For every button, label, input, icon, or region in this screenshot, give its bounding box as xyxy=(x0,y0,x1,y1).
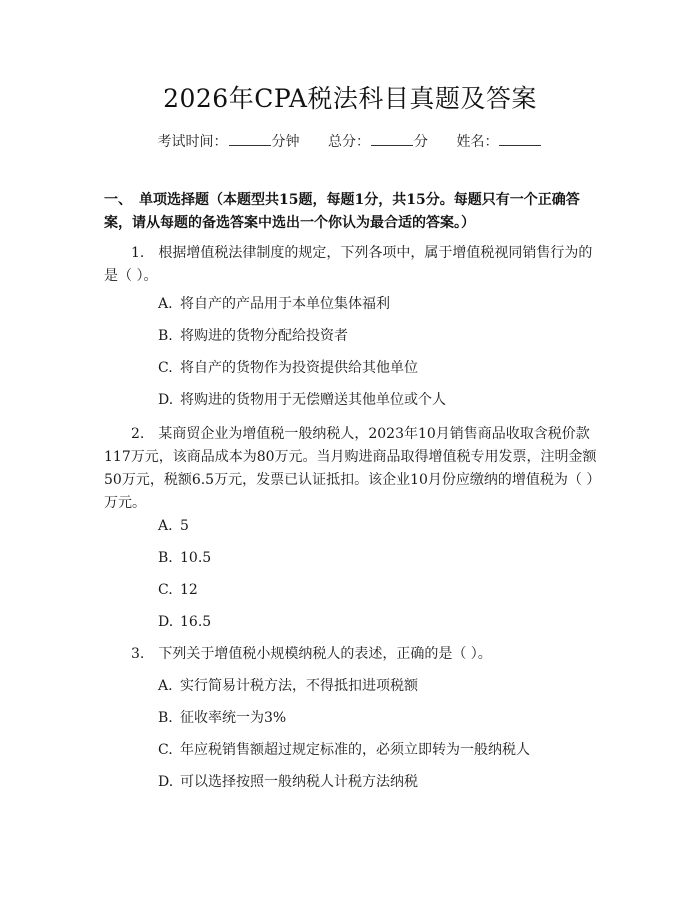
question-3-option-d xyxy=(158,772,598,792)
question-text: 下列关于增值税小规模纳税人的表述，正确的是（ ）。 xyxy=(158,646,492,662)
question-2-option-a xyxy=(158,516,598,536)
option-text: 5 xyxy=(180,518,189,534)
option-text: 征收率统一为3% xyxy=(180,710,287,726)
option-text: 实行简易计税方法，不得抵扣进项税额 xyxy=(180,678,418,694)
name-field xyxy=(456,134,542,150)
option-text: 将自产的货物作为投资提供给其他单位 xyxy=(180,360,418,376)
question-2-option-d xyxy=(158,612,598,632)
question-3-option-b xyxy=(158,708,598,728)
option-text: 将购进的货物用于无偿赠送其他单位或个人 xyxy=(180,392,446,408)
exam-time-blank xyxy=(229,131,271,146)
question-1 xyxy=(104,242,602,288)
option-letter: A. xyxy=(158,296,173,312)
question-number: 2. xyxy=(131,426,145,442)
exam-time-field xyxy=(158,134,304,150)
question-1-option-c xyxy=(158,358,598,378)
option-text: 12 xyxy=(180,582,198,598)
question-1-option-a xyxy=(158,294,598,314)
section-heading: 一、 单项选择题（本题型共15题，每题1分，共15分。每题只有一个正确答案，请从每题的备选答案中选出一个你认为最合适的答案。） xyxy=(104,192,580,231)
question-3-option-a xyxy=(158,676,598,696)
total-score-label: 总分： xyxy=(328,134,370,150)
question-3-option-c xyxy=(158,740,598,760)
question-2-option-c xyxy=(158,580,598,600)
option-text: 将自产的产品用于本单位集体福利 xyxy=(180,296,390,312)
question-text: 根据增值税法律制度的规定，下列各项中，属于增值税视同销售行为的是（ ）。 xyxy=(104,245,593,284)
option-letter: D. xyxy=(158,774,174,790)
name-label: 姓名： xyxy=(456,134,499,150)
question-text: 某商贸企业为增值税一般纳税人，2023年10月销售商品收取含税价款117万元，该商品成本为80万元。当月购进商品取得增值税专用发票，注明金额50万元，税额6.5万元，发票已认证抵扣。该企业10月份应缴纳的增值税为（ ）万元。 xyxy=(104,426,601,511)
option-text: 可以选择按照一般纳税人计税方法纳税 xyxy=(180,774,418,790)
option-letter: B. xyxy=(158,550,173,566)
option-text: 将购进的货物分配给投资者 xyxy=(180,328,348,344)
question-number: 1. xyxy=(131,245,145,261)
question-1-option-b xyxy=(158,326,598,346)
total-score-blank xyxy=(371,131,413,146)
question-2 xyxy=(104,423,602,515)
option-text: 16.5 xyxy=(180,614,212,630)
name-blank xyxy=(499,131,541,146)
option-letter: A. xyxy=(158,518,173,534)
exam-time-label: 考试时间： xyxy=(157,134,228,150)
option-text: 10.5 xyxy=(180,550,212,566)
option-letter: B. xyxy=(158,710,173,726)
option-letter: C. xyxy=(158,742,173,758)
question-1-option-d xyxy=(158,390,598,410)
option-letter: C. xyxy=(158,582,173,598)
question-2-option-b xyxy=(158,548,598,568)
option-letter: B. xyxy=(158,328,173,344)
option-text: 年应税销售额超过规定标准的，必须立即转为一般纳税人 xyxy=(180,742,530,758)
exam-time-unit: 分钟 xyxy=(271,134,300,150)
question-number: 3. xyxy=(131,646,145,662)
total-score-unit: 分 xyxy=(414,134,428,150)
page-title: 2026年CPA税法科目真题及答案 xyxy=(163,84,537,113)
option-letter: D. xyxy=(158,614,174,630)
question-3 xyxy=(104,643,602,666)
exam-info-line xyxy=(0,131,700,152)
option-letter: D. xyxy=(158,392,174,408)
option-letter: A. xyxy=(158,678,173,694)
option-letter: C. xyxy=(158,360,173,376)
total-score-field xyxy=(328,134,432,150)
